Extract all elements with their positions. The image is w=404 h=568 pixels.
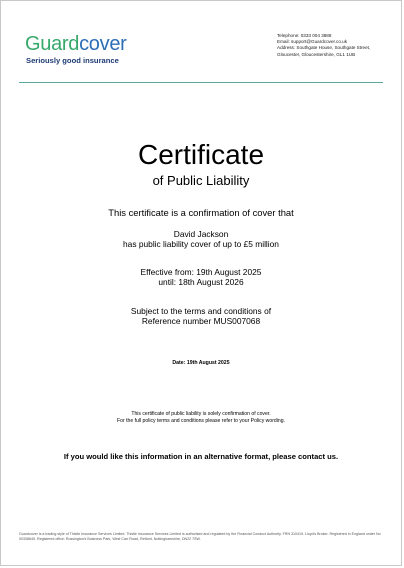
note-line-1: This certificate of public liability is solely confirmation of cover. — [131, 411, 271, 417]
effective-from: Effective from: 19th August 2025 — [140, 267, 262, 277]
logo-cover-text: cover — [79, 33, 127, 55]
logo-guard-text: Guard — [25, 33, 80, 55]
confirmation-text: This certificate is a confirmation of cover that — [108, 207, 294, 218]
insured-name: David Jackson — [173, 229, 229, 239]
address-line: Address: Southgate House, Southgate Street, Gloucester, Gloucestershire, GL1 1UB — [277, 45, 371, 57]
telephone-line: Telephone: 0333 004 3888 — [277, 33, 332, 38]
legal-footer: Guardcover is a trading style of Thistle Insurance Services Limited. Thistle Insurance Services Limited is authorised and regulated by the Financial Conduct Authority. FRN 310419. Lloyd's Broker. Registered in England under No 00338645. Registered office: Rossington's Business Park, West Carr Road, Retford, Nottinghamshire, DN22 7SW. — [19, 532, 381, 541]
logo-wordmark — [25, 33, 127, 55]
alternative-format-notice: If you would like this information in an alternative format, please contact us. — [63, 452, 339, 461]
guardcover-logo — [25, 33, 127, 65]
logo-tagline: Seriously good insurance — [26, 56, 119, 65]
cover-statement: has public liability cover of up to £5 million — [123, 239, 279, 249]
reference-number: Reference number MUS007068 — [141, 316, 261, 326]
email-line: Email: support@Guardcover.co.uk — [277, 39, 348, 45]
certificate-subtitle: of Public Liability — [152, 173, 250, 188]
note-line-2: For the full policy terms and conditions please refer to your Policy wording. — [117, 418, 285, 424]
issue-date: Date: 19th August 2025 — [172, 360, 230, 366]
header-divider — [19, 82, 383, 83]
certificate-title: Certificate — [137, 139, 265, 170]
terms-line: Subject to the terms and conditions of — [130, 306, 272, 316]
effective-until: until: 18th August 2026 — [158, 277, 244, 287]
contact-details — [277, 33, 389, 58]
